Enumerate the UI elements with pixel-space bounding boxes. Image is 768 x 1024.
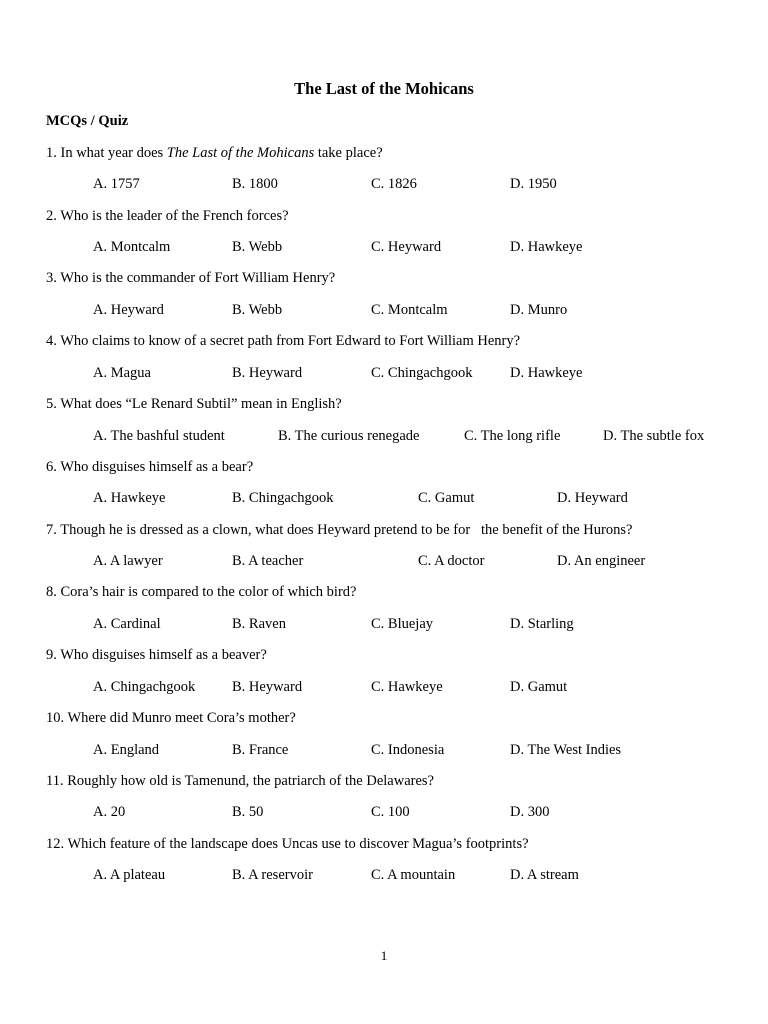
option-a: A. Montcalm — [93, 239, 171, 255]
question-11 — [46, 773, 434, 790]
question-text: What does “Le Renard Subtil” mean in English? — [60, 396, 342, 412]
question-7 — [46, 522, 632, 539]
question-number: 11. — [46, 773, 64, 789]
question-1 — [46, 145, 383, 162]
option-c: C. Bluejay — [371, 616, 434, 632]
question-number: 8. — [46, 584, 57, 600]
option-a: A. 1757 — [93, 176, 140, 192]
question-number: 9. — [46, 647, 57, 663]
question-number: 7. — [46, 522, 57, 538]
option-a: A. 20 — [93, 804, 126, 820]
option-c: C. A mountain — [371, 867, 456, 883]
question-text: Who is the leader of the French forces? — [60, 208, 289, 224]
question-text: Where did Munro meet Cora’s mother? — [67, 710, 296, 726]
option-b: B. France — [232, 742, 289, 758]
option-a: A. A lawyer — [93, 553, 163, 569]
option-c: C. Montcalm — [371, 302, 448, 318]
question-text-before: In what year does — [60, 145, 167, 161]
page-number: 1 — [380, 948, 388, 963]
option-d: D. An engineer — [557, 553, 646, 569]
option-b: B. Heyward — [232, 365, 303, 381]
question-4 — [46, 333, 520, 350]
question-text: Cora’s hair is compared to the color of which bird? — [60, 584, 357, 600]
question-text: Who is the commander of Fort William Henry? — [60, 270, 336, 286]
page-title: The Last of the Mohicans — [294, 79, 474, 98]
question-2 — [46, 208, 289, 225]
option-a: A. A plateau — [93, 867, 166, 883]
option-b: B. A teacher — [232, 553, 304, 569]
question-text: Who claims to know of a secret path from Fort Edward to Fort William Henry? — [60, 333, 521, 349]
question-text-italic: The Last of the Mohicans — [166, 145, 315, 161]
question-text: Who disguises himself as a bear? — [60, 459, 254, 475]
option-d: D. Hawkeye — [510, 365, 583, 381]
option-d: D. 1950 — [510, 176, 557, 192]
option-d: D. The subtle fox — [603, 428, 705, 444]
question-number: 2. — [46, 208, 57, 224]
option-a: A. Chingachgook — [93, 679, 196, 695]
option-d: D. Munro — [510, 302, 568, 318]
question-5 — [46, 396, 342, 413]
option-a: A. England — [93, 742, 160, 758]
question-9 — [46, 647, 267, 664]
option-c: C. Indonesia — [371, 742, 445, 758]
question-text: Though he is dressed as a clown, what does Heyward pretend to be for the benefit of the Hurons? — [60, 522, 633, 538]
section-heading: MCQs / Quiz — [46, 113, 129, 129]
option-d: D. Hawkeye — [510, 239, 583, 255]
option-b: B. Webb — [232, 302, 283, 318]
option-b: B. 1800 — [232, 176, 278, 192]
question-number: 3. — [46, 270, 57, 286]
option-a: A. Hawkeye — [93, 490, 166, 506]
option-d: D. Gamut — [510, 679, 568, 695]
option-c: C. Heyward — [371, 239, 442, 255]
option-d: D. A stream — [510, 867, 579, 883]
question-10 — [46, 710, 296, 727]
option-d: D. Starling — [510, 616, 574, 632]
option-c: C. 100 — [371, 804, 410, 820]
option-b: B. The curious renegade — [278, 428, 420, 444]
option-a: A. The bashful student — [93, 428, 225, 444]
option-b: B. Webb — [232, 239, 283, 255]
question-3 — [46, 270, 335, 287]
option-a: A. Cardinal — [93, 616, 161, 632]
option-b: B. A reservoir — [232, 867, 313, 883]
question-number: 12. — [46, 836, 65, 852]
option-b: B. Heyward — [232, 679, 303, 695]
option-c: C. A doctor — [418, 553, 485, 569]
question-number: 5. — [46, 396, 57, 412]
question-text-after: take place? — [314, 145, 383, 161]
option-a: A. Heyward — [93, 302, 164, 318]
question-number: 1. — [46, 145, 57, 161]
option-c: C. Chingachgook — [371, 365, 473, 381]
option-c: C. 1826 — [371, 176, 417, 192]
option-a: A. Magua — [93, 365, 151, 381]
option-b: B. 50 — [232, 804, 264, 820]
question-text: Which feature of the landscape does Uncas use to discover Magua’s footprints? — [67, 836, 529, 852]
question-6 — [46, 459, 253, 476]
option-d: D. Heyward — [557, 490, 628, 506]
question-number: 6. — [46, 459, 57, 475]
question-12 — [46, 836, 529, 853]
question-text: Who disguises himself as a beaver? — [60, 647, 267, 663]
option-b: B. Chingachgook — [232, 490, 334, 506]
question-8 — [46, 584, 356, 601]
question-text: Roughly how old is Tamenund, the patriarch of the Delawares? — [67, 773, 434, 789]
option-b: B. Raven — [232, 616, 286, 632]
question-number: 10. — [46, 710, 65, 726]
option-c: C. The long rifle — [464, 428, 561, 444]
option-c: C. Gamut — [418, 490, 475, 506]
option-d: D. 300 — [510, 804, 550, 820]
option-c: C. Hawkeye — [371, 679, 443, 695]
question-number: 4. — [46, 333, 57, 349]
option-d: D. The West Indies — [510, 742, 622, 758]
